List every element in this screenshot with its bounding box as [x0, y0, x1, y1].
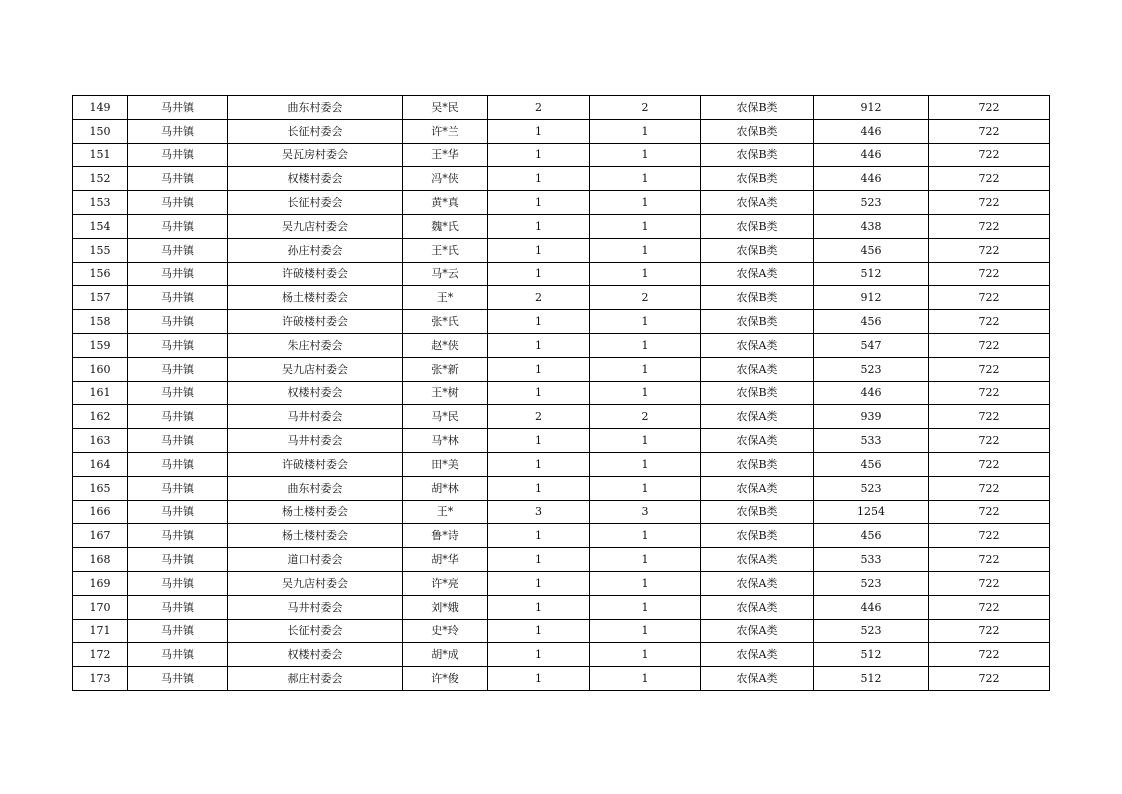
- cell-count-a: 1: [488, 167, 590, 191]
- cell-amount: 446: [814, 167, 929, 191]
- cell-row-number: 152: [73, 167, 128, 191]
- cell-township: 马井镇: [128, 119, 228, 143]
- cell-insurance-category: 农保B类: [701, 452, 814, 476]
- cell-person-name: 赵*侠: [403, 333, 488, 357]
- cell-count-b: 2: [590, 405, 701, 429]
- table-row: [73, 619, 1050, 643]
- cell-standard: 722: [929, 595, 1050, 619]
- cell-insurance-category: 农保A类: [701, 262, 814, 286]
- cell-row-number: 172: [73, 643, 128, 667]
- cell-count-b: 2: [590, 286, 701, 310]
- cell-village-committee: 郝庄村委会: [228, 667, 403, 691]
- cell-amount: 456: [814, 452, 929, 476]
- cell-count-a: 1: [488, 619, 590, 643]
- cell-amount: 438: [814, 214, 929, 238]
- cell-person-name: 田*美: [403, 452, 488, 476]
- cell-insurance-category: 农保A类: [701, 571, 814, 595]
- cell-row-number: 173: [73, 667, 128, 691]
- cell-count-a: 1: [488, 214, 590, 238]
- cell-standard: 722: [929, 667, 1050, 691]
- cell-township: 马井镇: [128, 452, 228, 476]
- cell-insurance-category: 农保B类: [701, 286, 814, 310]
- cell-person-name: 许*俊: [403, 667, 488, 691]
- table-row: [73, 571, 1050, 595]
- cell-count-a: 1: [488, 238, 590, 262]
- cell-person-name: 许*兰: [403, 119, 488, 143]
- cell-count-b: 1: [590, 548, 701, 572]
- table-row: [73, 357, 1050, 381]
- cell-insurance-category: 农保A类: [701, 333, 814, 357]
- cell-township: 马井镇: [128, 571, 228, 595]
- cell-person-name: 吴*民: [403, 96, 488, 120]
- cell-amount: 456: [814, 238, 929, 262]
- cell-village-committee: 马井村委会: [228, 429, 403, 453]
- cell-row-number: 156: [73, 262, 128, 286]
- cell-row-number: 157: [73, 286, 128, 310]
- cell-person-name: 魏*氏: [403, 214, 488, 238]
- cell-count-b: 1: [590, 167, 701, 191]
- cell-row-number: 158: [73, 310, 128, 334]
- cell-count-a: 1: [488, 524, 590, 548]
- cell-person-name: 胡*林: [403, 476, 488, 500]
- cell-standard: 722: [929, 476, 1050, 500]
- table-row: [73, 262, 1050, 286]
- cell-count-b: 1: [590, 667, 701, 691]
- cell-amount: 533: [814, 429, 929, 453]
- cell-standard: 722: [929, 310, 1050, 334]
- cell-insurance-category: 农保B类: [701, 96, 814, 120]
- cell-count-a: 1: [488, 143, 590, 167]
- cell-standard: 722: [929, 405, 1050, 429]
- cell-insurance-category: 农保B类: [701, 381, 814, 405]
- cell-amount: 533: [814, 548, 929, 572]
- cell-standard: 722: [929, 548, 1050, 572]
- cell-count-b: 1: [590, 238, 701, 262]
- cell-amount: 547: [814, 333, 929, 357]
- cell-row-number: 150: [73, 119, 128, 143]
- cell-village-committee: 朱庄村委会: [228, 333, 403, 357]
- cell-township: 马井镇: [128, 667, 228, 691]
- cell-amount: 523: [814, 476, 929, 500]
- cell-row-number: 162: [73, 405, 128, 429]
- cell-insurance-category: 农保A类: [701, 619, 814, 643]
- cell-row-number: 164: [73, 452, 128, 476]
- cell-village-committee: 长征村委会: [228, 619, 403, 643]
- cell-standard: 722: [929, 381, 1050, 405]
- cell-person-name: 王*华: [403, 143, 488, 167]
- cell-row-number: 168: [73, 548, 128, 572]
- table-row: [73, 191, 1050, 215]
- cell-amount: 446: [814, 381, 929, 405]
- cell-row-number: 153: [73, 191, 128, 215]
- table-row: [73, 405, 1050, 429]
- data-table: [72, 95, 1050, 691]
- cell-township: 马井镇: [128, 167, 228, 191]
- cell-township: 马井镇: [128, 143, 228, 167]
- cell-count-a: 1: [488, 429, 590, 453]
- table-row: [73, 143, 1050, 167]
- cell-count-b: 1: [590, 357, 701, 381]
- cell-village-committee: 权楼村委会: [228, 381, 403, 405]
- cell-standard: 722: [929, 571, 1050, 595]
- cell-count-b: 1: [590, 476, 701, 500]
- table-row: [73, 286, 1050, 310]
- cell-village-committee: 许破楼村委会: [228, 310, 403, 334]
- cell-person-name: 胡*成: [403, 643, 488, 667]
- cell-count-b: 1: [590, 191, 701, 215]
- cell-count-b: 1: [590, 571, 701, 595]
- cell-row-number: 160: [73, 357, 128, 381]
- cell-count-a: 1: [488, 333, 590, 357]
- table-row: [73, 96, 1050, 120]
- cell-count-a: 1: [488, 452, 590, 476]
- cell-insurance-category: 农保B类: [701, 214, 814, 238]
- cell-standard: 722: [929, 167, 1050, 191]
- cell-insurance-category: 农保B类: [701, 143, 814, 167]
- cell-township: 马井镇: [128, 96, 228, 120]
- cell-count-a: 1: [488, 667, 590, 691]
- cell-row-number: 169: [73, 571, 128, 595]
- table-row: [73, 476, 1050, 500]
- cell-township: 马井镇: [128, 214, 228, 238]
- cell-count-b: 2: [590, 96, 701, 120]
- cell-standard: 722: [929, 524, 1050, 548]
- cell-amount: 939: [814, 405, 929, 429]
- cell-count-a: 1: [488, 571, 590, 595]
- cell-amount: 456: [814, 310, 929, 334]
- cell-insurance-category: 农保B类: [701, 119, 814, 143]
- cell-amount: 512: [814, 667, 929, 691]
- cell-village-committee: 权楼村委会: [228, 167, 403, 191]
- cell-standard: 722: [929, 262, 1050, 286]
- cell-count-b: 1: [590, 452, 701, 476]
- cell-count-b: 1: [590, 619, 701, 643]
- cell-township: 马井镇: [128, 357, 228, 381]
- cell-count-b: 1: [590, 143, 701, 167]
- cell-insurance-category: 农保B类: [701, 524, 814, 548]
- table-row: [73, 119, 1050, 143]
- cell-village-committee: 吴九店村委会: [228, 357, 403, 381]
- cell-amount: 912: [814, 286, 929, 310]
- cell-insurance-category: 农保A类: [701, 667, 814, 691]
- cell-standard: 722: [929, 357, 1050, 381]
- cell-insurance-category: 农保A类: [701, 476, 814, 500]
- cell-row-number: 171: [73, 619, 128, 643]
- cell-amount: 446: [814, 595, 929, 619]
- cell-township: 马井镇: [128, 238, 228, 262]
- cell-person-name: 许*亮: [403, 571, 488, 595]
- cell-standard: 722: [929, 500, 1050, 524]
- cell-row-number: 161: [73, 381, 128, 405]
- cell-person-name: 张*新: [403, 357, 488, 381]
- cell-township: 马井镇: [128, 595, 228, 619]
- cell-count-b: 1: [590, 429, 701, 453]
- cell-row-number: 166: [73, 500, 128, 524]
- table-row: [73, 667, 1050, 691]
- cell-insurance-category: 农保A类: [701, 548, 814, 572]
- cell-township: 马井镇: [128, 191, 228, 215]
- cell-insurance-category: 农保A类: [701, 357, 814, 381]
- cell-village-committee: 长征村委会: [228, 119, 403, 143]
- cell-count-a: 1: [488, 262, 590, 286]
- cell-amount: 523: [814, 191, 929, 215]
- cell-count-a: 1: [488, 476, 590, 500]
- cell-person-name: 王*: [403, 500, 488, 524]
- cell-insurance-category: 农保B类: [701, 238, 814, 262]
- cell-row-number: 154: [73, 214, 128, 238]
- cell-village-committee: 许破楼村委会: [228, 262, 403, 286]
- cell-count-a: 3: [488, 500, 590, 524]
- cell-standard: 722: [929, 429, 1050, 453]
- cell-village-committee: 马井村委会: [228, 595, 403, 619]
- cell-count-a: 1: [488, 381, 590, 405]
- cell-person-name: 马*林: [403, 429, 488, 453]
- cell-township: 马井镇: [128, 500, 228, 524]
- cell-insurance-category: 农保A类: [701, 595, 814, 619]
- table-row: [73, 429, 1050, 453]
- cell-row-number: 163: [73, 429, 128, 453]
- cell-township: 马井镇: [128, 286, 228, 310]
- cell-township: 马井镇: [128, 619, 228, 643]
- cell-amount: 523: [814, 571, 929, 595]
- cell-count-b: 1: [590, 310, 701, 334]
- cell-amount: 446: [814, 143, 929, 167]
- cell-row-number: 149: [73, 96, 128, 120]
- cell-standard: 722: [929, 214, 1050, 238]
- cell-insurance-category: 农保B类: [701, 310, 814, 334]
- table-row: [73, 595, 1050, 619]
- cell-amount: 512: [814, 262, 929, 286]
- cell-insurance-category: 农保A类: [701, 643, 814, 667]
- cell-standard: 722: [929, 452, 1050, 476]
- cell-township: 马井镇: [128, 476, 228, 500]
- cell-amount: 456: [814, 524, 929, 548]
- cell-village-committee: 权楼村委会: [228, 643, 403, 667]
- cell-township: 马井镇: [128, 262, 228, 286]
- cell-row-number: 155: [73, 238, 128, 262]
- cell-standard: 722: [929, 96, 1050, 120]
- table-row: [73, 214, 1050, 238]
- cell-amount: 523: [814, 619, 929, 643]
- cell-standard: 722: [929, 643, 1050, 667]
- cell-person-name: 马*民: [403, 405, 488, 429]
- cell-village-committee: 长征村委会: [228, 191, 403, 215]
- cell-standard: 722: [929, 191, 1050, 215]
- cell-person-name: 张*氏: [403, 310, 488, 334]
- cell-person-name: 冯*侠: [403, 167, 488, 191]
- cell-count-b: 3: [590, 500, 701, 524]
- cell-township: 马井镇: [128, 310, 228, 334]
- cell-insurance-category: 农保B类: [701, 500, 814, 524]
- cell-standard: 722: [929, 619, 1050, 643]
- table-row: [73, 548, 1050, 572]
- cell-standard: 722: [929, 333, 1050, 357]
- cell-person-name: 鲁*诗: [403, 524, 488, 548]
- cell-count-a: 1: [488, 643, 590, 667]
- cell-count-a: 1: [488, 191, 590, 215]
- cell-amount: 512: [814, 643, 929, 667]
- table-row: [73, 167, 1050, 191]
- table-row: [73, 524, 1050, 548]
- cell-township: 马井镇: [128, 429, 228, 453]
- cell-person-name: 史*玲: [403, 619, 488, 643]
- cell-insurance-category: 农保A类: [701, 429, 814, 453]
- cell-village-committee: 许破楼村委会: [228, 452, 403, 476]
- table-row: [73, 310, 1050, 334]
- cell-count-a: 2: [488, 286, 590, 310]
- cell-standard: 722: [929, 119, 1050, 143]
- cell-amount: 1254: [814, 500, 929, 524]
- cell-person-name: 王*树: [403, 381, 488, 405]
- cell-person-name: 刘*娥: [403, 595, 488, 619]
- cell-township: 马井镇: [128, 381, 228, 405]
- cell-count-a: 2: [488, 405, 590, 429]
- cell-township: 马井镇: [128, 405, 228, 429]
- cell-row-number: 151: [73, 143, 128, 167]
- cell-row-number: 159: [73, 333, 128, 357]
- cell-township: 马井镇: [128, 333, 228, 357]
- table-row: [73, 381, 1050, 405]
- cell-person-name: 王*氏: [403, 238, 488, 262]
- cell-insurance-category: 农保A类: [701, 191, 814, 215]
- cell-count-b: 1: [590, 595, 701, 619]
- cell-township: 马井镇: [128, 548, 228, 572]
- cell-standard: 722: [929, 143, 1050, 167]
- cell-village-committee: 杨土楼村委会: [228, 286, 403, 310]
- cell-village-committee: 吴瓦房村委会: [228, 143, 403, 167]
- cell-count-b: 1: [590, 262, 701, 286]
- cell-count-a: 1: [488, 595, 590, 619]
- table-row: [73, 452, 1050, 476]
- cell-insurance-category: 农保B类: [701, 167, 814, 191]
- cell-amount: 912: [814, 96, 929, 120]
- table-row: [73, 643, 1050, 667]
- cell-count-a: 1: [488, 548, 590, 572]
- cell-row-number: 167: [73, 524, 128, 548]
- cell-amount: 446: [814, 119, 929, 143]
- cell-village-committee: 道口村委会: [228, 548, 403, 572]
- cell-village-committee: 曲东村委会: [228, 476, 403, 500]
- cell-township: 马井镇: [128, 643, 228, 667]
- table-row: [73, 238, 1050, 262]
- cell-standard: 722: [929, 286, 1050, 310]
- cell-count-a: 2: [488, 96, 590, 120]
- cell-count-b: 1: [590, 643, 701, 667]
- cell-village-committee: 吴九店村委会: [228, 214, 403, 238]
- cell-village-committee: 吴九店村委会: [228, 571, 403, 595]
- cell-amount: 523: [814, 357, 929, 381]
- cell-standard: 722: [929, 238, 1050, 262]
- table-body: [73, 96, 1050, 691]
- cell-count-b: 1: [590, 119, 701, 143]
- cell-insurance-category: 农保A类: [701, 405, 814, 429]
- table-row: [73, 333, 1050, 357]
- table-row: [73, 500, 1050, 524]
- cell-village-committee: 曲东村委会: [228, 96, 403, 120]
- cell-count-b: 1: [590, 214, 701, 238]
- cell-person-name: 王*: [403, 286, 488, 310]
- cell-village-committee: 杨土楼村委会: [228, 524, 403, 548]
- cell-township: 马井镇: [128, 524, 228, 548]
- cell-village-committee: 孙庄村委会: [228, 238, 403, 262]
- cell-village-committee: 马井村委会: [228, 405, 403, 429]
- cell-person-name: 胡*华: [403, 548, 488, 572]
- cell-count-a: 1: [488, 310, 590, 334]
- cell-person-name: 黄*真: [403, 191, 488, 215]
- cell-person-name: 马*云: [403, 262, 488, 286]
- cell-row-number: 165: [73, 476, 128, 500]
- cell-count-b: 1: [590, 524, 701, 548]
- cell-count-a: 1: [488, 119, 590, 143]
- cell-count-a: 1: [488, 357, 590, 381]
- cell-village-committee: 杨土楼村委会: [228, 500, 403, 524]
- cell-count-b: 1: [590, 333, 701, 357]
- cell-count-b: 1: [590, 381, 701, 405]
- cell-row-number: 170: [73, 595, 128, 619]
